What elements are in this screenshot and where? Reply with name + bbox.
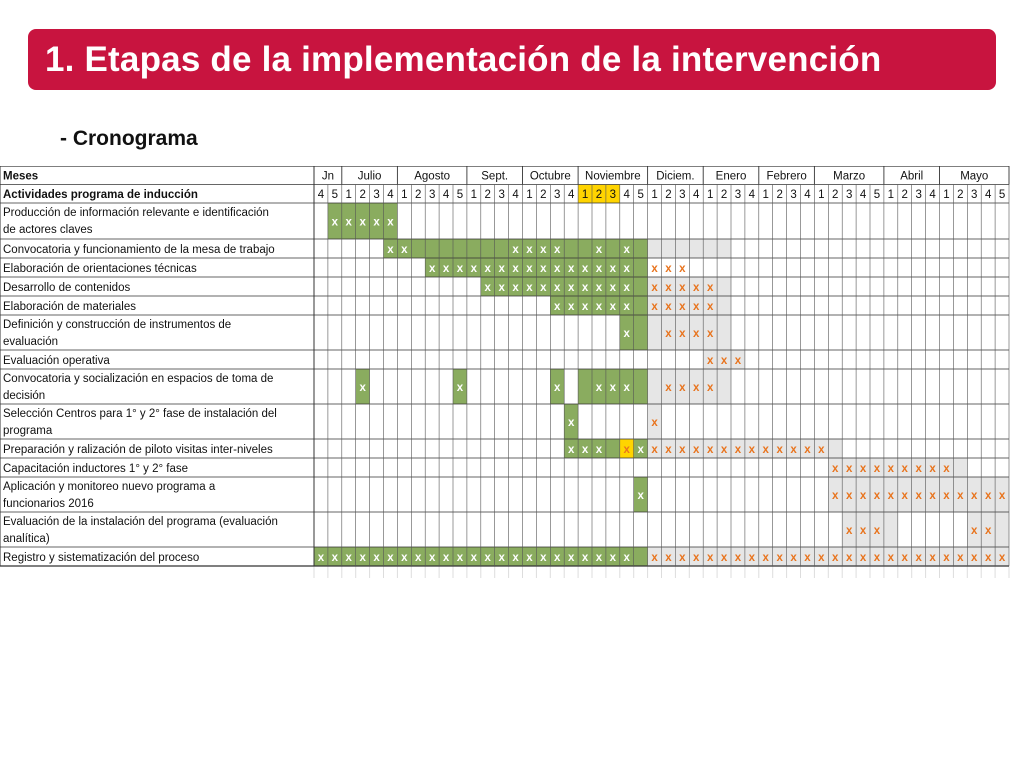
- completed-mark: x: [554, 382, 561, 394]
- completed-mark: x: [595, 552, 603, 564]
- completed-mark: x: [567, 301, 575, 313]
- month-label: Octubre: [529, 170, 571, 183]
- week-number: 4: [442, 189, 450, 201]
- week-number: 2: [595, 189, 603, 201]
- week-number: 1: [345, 189, 352, 201]
- week-number: 5: [456, 189, 464, 201]
- month-label: Marzo: [833, 170, 866, 183]
- planned-mark: x: [957, 552, 964, 564]
- week-number: 1: [526, 189, 533, 201]
- activity-label-line2: de actores claves: [3, 224, 93, 236]
- planned-mark: x: [762, 552, 769, 564]
- planned-mark: x: [693, 552, 700, 564]
- planned-mark: x: [651, 552, 658, 564]
- completed-mark: x: [581, 263, 589, 275]
- activity-label-line2: programa: [3, 425, 53, 437]
- completed-mark: x: [415, 552, 422, 564]
- completed-mark: x: [554, 552, 561, 564]
- planned-mark: x: [776, 444, 783, 456]
- completed-mark: x: [554, 282, 561, 294]
- planned-mark: x: [845, 490, 853, 502]
- week-number: 1: [887, 189, 895, 201]
- planned-mark: x: [665, 263, 672, 275]
- week-number: 4: [804, 189, 811, 201]
- completed-mark: x: [595, 301, 603, 313]
- week-number: 3: [679, 189, 686, 201]
- planned-mark: x: [693, 382, 700, 394]
- planned-mark: x: [804, 552, 811, 564]
- activity-label: Aplicación y monitoreo nuevo programa a: [3, 481, 216, 493]
- completed-mark: x: [581, 552, 589, 564]
- planned-mark: x: [929, 552, 936, 564]
- planned-mark: x: [998, 490, 1006, 502]
- week-number: 2: [415, 189, 422, 201]
- completed-mark: x: [609, 301, 617, 313]
- completed-mark: x: [595, 244, 603, 256]
- activity-label: Producción de información relevante e identificación: [3, 207, 269, 219]
- planned-mark: x: [943, 552, 950, 564]
- planned-mark: x: [832, 463, 839, 475]
- week-number: 1: [401, 189, 408, 201]
- planned-mark: x: [804, 444, 811, 456]
- completed-mark: x: [567, 263, 575, 275]
- completed-mark: x: [401, 244, 408, 256]
- completed-mark: x: [567, 282, 575, 294]
- completed-mark: x: [359, 216, 366, 229]
- planned-mark: x: [859, 490, 867, 502]
- week-number: 4: [693, 189, 700, 201]
- completed-mark: x: [456, 263, 464, 275]
- activity-label-line2: analítica): [3, 533, 50, 545]
- month-label: Febrero: [766, 170, 807, 183]
- planned-mark: x: [665, 382, 672, 394]
- week-number: 2: [720, 189, 728, 201]
- completed-mark: x: [512, 552, 519, 564]
- planned-mark: x: [943, 463, 950, 475]
- week-number: 2: [540, 189, 547, 201]
- week-number: 4: [984, 189, 992, 201]
- week-number: 2: [776, 189, 783, 201]
- week-number: 3: [734, 189, 742, 201]
- completed-mark: x: [581, 444, 589, 456]
- week-number: 2: [901, 189, 908, 201]
- month-label: Abril: [900, 170, 924, 183]
- week-number: 4: [317, 189, 325, 201]
- planned-mark: x: [818, 444, 825, 456]
- completed-mark: x: [526, 263, 533, 275]
- week-number: 4: [387, 189, 394, 201]
- completed-mark: x: [609, 263, 617, 275]
- week-number: 3: [790, 189, 797, 201]
- completed-mark: x: [554, 263, 561, 275]
- week-number: 4: [623, 189, 630, 201]
- planned-mark: x: [887, 490, 895, 502]
- week-number: 3: [609, 189, 617, 201]
- completed-mark: x: [595, 282, 603, 294]
- week-number: 3: [971, 189, 978, 201]
- planned-mark: x: [943, 490, 950, 502]
- week-number: 4: [748, 189, 756, 201]
- activity-label: Convocatoria y funcionamiento de la mesa de trabajo: [3, 244, 275, 256]
- activity-label: Elaboración de orientaciones técnicas: [3, 263, 197, 275]
- completed-mark: x: [456, 382, 464, 394]
- planned-mark: x: [915, 463, 922, 475]
- planned-mark: x: [693, 282, 700, 294]
- completed-mark: x: [637, 490, 644, 502]
- completed-mark: x: [470, 552, 478, 564]
- completed-mark: x: [609, 382, 617, 394]
- schedule-table: [0, 166, 1024, 586]
- planned-mark: x: [873, 490, 881, 502]
- planned-mark: x: [748, 552, 756, 564]
- planned-mark: x: [790, 444, 797, 456]
- completed-mark: x: [595, 382, 603, 394]
- planned-mark: x: [706, 382, 714, 394]
- week-number: 1: [581, 189, 589, 201]
- completed-mark: x: [581, 301, 589, 313]
- week-number: 5: [873, 189, 881, 201]
- completed-mark: x: [373, 552, 380, 564]
- planned-mark: x: [679, 282, 686, 294]
- completed-mark: x: [428, 263, 436, 275]
- week-number: 2: [957, 189, 964, 201]
- planned-mark: x: [971, 490, 978, 502]
- week-number: 1: [943, 189, 950, 201]
- month-label: Sept.: [481, 170, 509, 183]
- planned-mark: x: [679, 552, 686, 564]
- completed-mark: x: [345, 216, 352, 229]
- completed-mark: x: [359, 382, 366, 394]
- planned-mark: x: [720, 444, 728, 456]
- planned-mark: x: [706, 282, 714, 294]
- week-number: 2: [832, 189, 839, 201]
- planned-mark: x: [679, 263, 686, 275]
- months-header: Meses: [3, 170, 39, 183]
- month-label: Noviembre: [585, 170, 641, 183]
- week-number: 1: [818, 189, 825, 201]
- planned-mark: x: [734, 355, 742, 367]
- week-number: 1: [762, 189, 769, 201]
- planned-mark: x: [706, 552, 714, 564]
- planned-mark: x: [651, 263, 658, 275]
- planned-mark: x: [901, 463, 908, 475]
- completed-mark: x: [526, 282, 533, 294]
- completed-mark: x: [512, 263, 519, 275]
- month-label: Agosto: [414, 170, 451, 183]
- completed-mark: x: [554, 244, 561, 256]
- planned-mark: x: [693, 328, 700, 340]
- completed-mark: x: [331, 216, 339, 229]
- completed-mark: x: [567, 417, 575, 429]
- completed-mark: x: [540, 244, 547, 256]
- completed-mark: x: [456, 552, 464, 564]
- completed-mark: x: [540, 263, 547, 275]
- week-number: 2: [359, 189, 366, 201]
- completed-mark: x: [526, 244, 533, 256]
- planned-mark: x: [706, 328, 714, 340]
- planned-mark: x: [929, 490, 936, 502]
- week-number: 3: [845, 189, 853, 201]
- week-number: 3: [373, 189, 380, 201]
- page-title: 1. Etapas de la implementación de la intervención: [45, 39, 882, 79]
- completed-mark: x: [623, 328, 630, 340]
- planned-mark: x: [706, 355, 714, 367]
- completed-mark: x: [512, 244, 519, 256]
- week-number: 1: [470, 189, 478, 201]
- month-label: Jn: [321, 170, 334, 183]
- planned-mark: x: [845, 525, 853, 537]
- planned-mark: x: [734, 444, 742, 456]
- completed-mark: x: [428, 552, 436, 564]
- activity-label: Selección Centros para 1° y 2° fase de instalación del: [3, 408, 277, 420]
- planned-mark: x: [693, 444, 700, 456]
- week-number: 3: [915, 189, 922, 201]
- activity-label: Capacitación inductores 1° y 2° fase: [3, 463, 188, 475]
- completed-mark: x: [401, 552, 408, 564]
- planned-mark: x: [984, 490, 992, 502]
- planned-mark: x: [665, 552, 672, 564]
- activity-label: Preparación y ralización de piloto visitas inter-niveles: [3, 444, 273, 456]
- planned-mark: x: [971, 525, 978, 537]
- planned-mark: x: [845, 552, 853, 564]
- planned-mark: x: [665, 444, 672, 456]
- planned-mark: x: [776, 552, 783, 564]
- planned-mark: x: [720, 355, 728, 367]
- completed-mark: x: [512, 282, 519, 294]
- planned-mark: x: [915, 552, 922, 564]
- week-number: 3: [554, 189, 561, 201]
- planned-mark: x: [832, 490, 839, 502]
- planned-mark: x: [818, 552, 825, 564]
- completed-mark: x: [623, 301, 630, 313]
- week-number: 5: [331, 189, 339, 201]
- completed-mark: x: [498, 552, 505, 564]
- completed-mark: x: [387, 216, 394, 229]
- activities-header: Actividades programa de inducción: [3, 189, 198, 201]
- planned-mark: x: [762, 444, 769, 456]
- section-subtitle: - Cronograma: [60, 127, 198, 150]
- completed-mark: x: [345, 552, 352, 564]
- week-number: 4: [567, 189, 575, 201]
- week-number: 2: [484, 189, 491, 201]
- completed-mark: x: [498, 263, 505, 275]
- title-banner: [28, 29, 996, 90]
- week-number: 3: [428, 189, 436, 201]
- completed-mark: x: [317, 552, 325, 564]
- planned-mark: x: [706, 301, 714, 313]
- completed-mark: x: [623, 382, 630, 394]
- planned-mark: x: [748, 444, 756, 456]
- completed-mark: x: [442, 552, 450, 564]
- activity-label: Desarrollo de contenidos: [3, 282, 131, 294]
- week-number: 5: [998, 189, 1006, 201]
- planned-mark: x: [887, 463, 895, 475]
- planned-mark: x: [915, 490, 922, 502]
- planned-mark: x: [887, 552, 895, 564]
- completed-mark: x: [387, 552, 394, 564]
- completed-mark: x: [623, 282, 630, 294]
- planned-mark: x: [929, 463, 936, 475]
- week-number: 4: [859, 189, 867, 201]
- completed-mark: x: [623, 263, 630, 275]
- activity-label: Evaluación de la instalación del programa (evaluación: [3, 516, 278, 528]
- planned-mark: x: [984, 525, 992, 537]
- planned-mark: x: [832, 552, 839, 564]
- completed-mark: x: [484, 263, 491, 275]
- planned-mark: x: [679, 382, 686, 394]
- planned-mark: x: [665, 328, 672, 340]
- month-label: Enero: [715, 170, 747, 183]
- completed-mark: x: [331, 552, 339, 564]
- planned-mark: x: [623, 444, 630, 456]
- activity-label-line2: funcionarios 2016: [3, 498, 94, 510]
- week-number: 3: [498, 189, 505, 201]
- week-number: 1: [706, 189, 714, 201]
- planned-mark: x: [845, 463, 853, 475]
- planned-mark: x: [679, 444, 686, 456]
- completed-mark: x: [498, 282, 505, 294]
- month-label: Julio: [357, 170, 382, 183]
- completed-mark: x: [484, 552, 491, 564]
- completed-mark: x: [595, 263, 603, 275]
- planned-mark: x: [790, 552, 797, 564]
- planned-mark: x: [859, 552, 867, 564]
- activity-label: Evaluación operativa: [3, 355, 110, 367]
- planned-mark: x: [679, 328, 686, 340]
- planned-mark: x: [693, 301, 700, 313]
- planned-mark: x: [984, 552, 992, 564]
- completed-mark: x: [623, 244, 630, 256]
- activity-label: Definición y construcción de instrumentos de: [3, 319, 232, 331]
- completed-mark: x: [554, 301, 561, 313]
- planned-mark: x: [859, 463, 867, 475]
- planned-mark: x: [873, 463, 881, 475]
- completed-mark: x: [609, 552, 617, 564]
- completed-mark: x: [373, 216, 380, 229]
- activity-label-line2: evaluación: [3, 336, 58, 348]
- completed-mark: x: [540, 282, 547, 294]
- week-number: 1: [651, 189, 658, 201]
- completed-mark: x: [595, 444, 603, 456]
- planned-mark: x: [971, 552, 978, 564]
- planned-mark: x: [734, 552, 742, 564]
- activity-label-line2: decisión: [3, 390, 46, 402]
- completed-mark: x: [540, 552, 547, 564]
- month-label: Diciem.: [656, 170, 695, 183]
- completed-mark: x: [581, 282, 589, 294]
- planned-mark: x: [665, 282, 672, 294]
- planned-mark: x: [651, 301, 658, 313]
- planned-mark: x: [957, 490, 964, 502]
- planned-mark: x: [873, 552, 881, 564]
- activity-label: Registro y sistematización del proceso: [3, 552, 200, 564]
- planned-mark: x: [665, 301, 672, 313]
- completed-mark: x: [637, 444, 644, 456]
- planned-mark: x: [679, 301, 686, 313]
- week-number: 4: [512, 189, 519, 201]
- completed-mark: x: [567, 444, 575, 456]
- month-label: Mayo: [960, 170, 989, 183]
- activity-label: Convocatoria y socialización en espacios de toma de: [3, 373, 274, 385]
- week-number: 2: [665, 189, 672, 201]
- planned-mark: x: [651, 444, 658, 456]
- planned-mark: x: [720, 552, 728, 564]
- week-number: 5: [637, 189, 644, 201]
- completed-mark: x: [623, 552, 630, 564]
- completed-mark: x: [567, 552, 575, 564]
- completed-mark: x: [387, 244, 394, 256]
- completed-mark: x: [470, 263, 478, 275]
- completed-mark: x: [484, 282, 491, 294]
- planned-mark: x: [873, 525, 881, 537]
- week-number: 4: [929, 189, 936, 201]
- planned-mark: x: [998, 552, 1006, 564]
- planned-mark: x: [651, 417, 658, 429]
- completed-mark: x: [442, 263, 450, 275]
- planned-mark: x: [859, 525, 867, 537]
- completed-mark: x: [609, 282, 617, 294]
- planned-mark: x: [706, 444, 714, 456]
- planned-mark: x: [651, 282, 658, 294]
- completed-mark: x: [526, 552, 533, 564]
- planned-mark: x: [901, 490, 908, 502]
- planned-mark: x: [901, 552, 908, 564]
- completed-mark: x: [359, 552, 366, 564]
- activity-label: Elaboración de materiales: [3, 301, 136, 313]
